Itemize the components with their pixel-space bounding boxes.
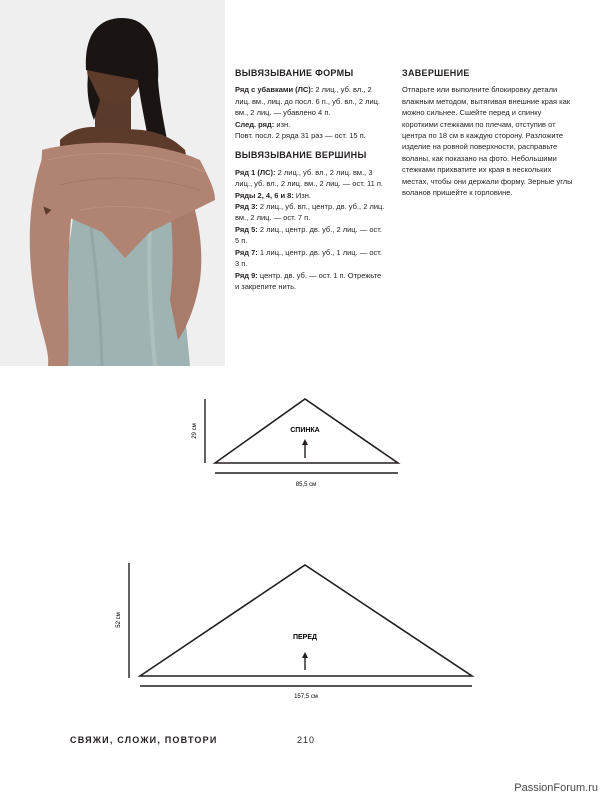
row-text: 2 лиц., центр. дв. уб., 2 лиц. — ост. 5 п. [235,224,382,246]
row-label: Ряд 3: [235,202,258,212]
back-schematic [192,399,398,488]
back-arrowhead-icon [302,439,308,445]
row-text: Повт. посл. 2 ряда 31 раз — ост. 15 п. [235,131,366,141]
page-number: 210 [297,735,316,745]
row-text: Изн. [293,190,311,200]
back-label: СПИНКА [290,427,320,434]
top-title: ВЫВЯЗЫВАНИЕ ВЕРШИНЫ [235,150,367,161]
front-schematic [116,563,472,700]
row-label: Ряд с убавками (ЛС): [235,85,314,95]
watermark: PassionForum.ru [514,782,598,794]
row-text: 2 лиц., уб. вл., центр. дв. уб., 2 лиц. вм., 2 лиц. — ост. 7 п. [235,202,385,223]
front-height-label: 52 см [116,612,122,628]
shaping-title: ВЫВЯЗЫВАНИЕ ФОРМЫ [235,68,354,78]
row-text: центр. дв. уб. — ост. 1 п. Отрежьте и закрепите нить. [235,270,382,291]
front-triangle [140,565,472,676]
row-label: Ряд 1 (ЛС): [235,167,276,177]
row-text: изн. [274,119,291,129]
row-text: 1 лиц., центр. дв. уб., 1 лиц. — ост. 3 п. [235,247,382,269]
row-label: След. ряд: [235,119,275,129]
back-height-label: 29 см [192,423,198,439]
front-arrowhead-icon [302,652,308,658]
row-label: Ряд 9: [235,270,258,280]
finishing-text: Отпарьте или выполните блокировку детали влажным методом, вытягивая внешние края как можно сильнее. Сшейте перед и спинку короткими стежками по плечам, отступив от центра по 18 см в каждую сторону. Разложите изделие на ровной поверхности, расправьте воланы, как показано на фото. Небольшими стежками прихватите их края в нескольких местах, чтобы они держали форму. Зерные углы воланов пришейте к горловине. [402,85,573,198]
row-text: 2 лиц., уб. вл., 2 лиц. вм., 3 лиц., уб. вл., 2 лиц. вм., 2 лиц. — ост. 11 п. [235,167,384,189]
row-label: Ряды 2, 4, 6 и 8: [235,190,294,200]
row-text: 2 лиц., уб. вл., 2 лиц. вм., лиц. до посл. 6 п., уб. вл., 2 лиц. вм., 2 лиц. — убавлено 4 п. [235,85,381,118]
front-label: ПЕРЕД [292,634,318,641]
front-width-label: 157,5 см [294,694,318,700]
back-width-label: 85,5 см [295,482,317,488]
finishing-title: ЗАВЕРШЕНИЕ [402,68,470,78]
row-label: Ряд 7: [235,247,258,257]
book-title: СВЯЖИ, СЛОЖИ, ПОВТОРИ [70,735,218,745]
row-label: Ряд 5: [235,224,258,234]
